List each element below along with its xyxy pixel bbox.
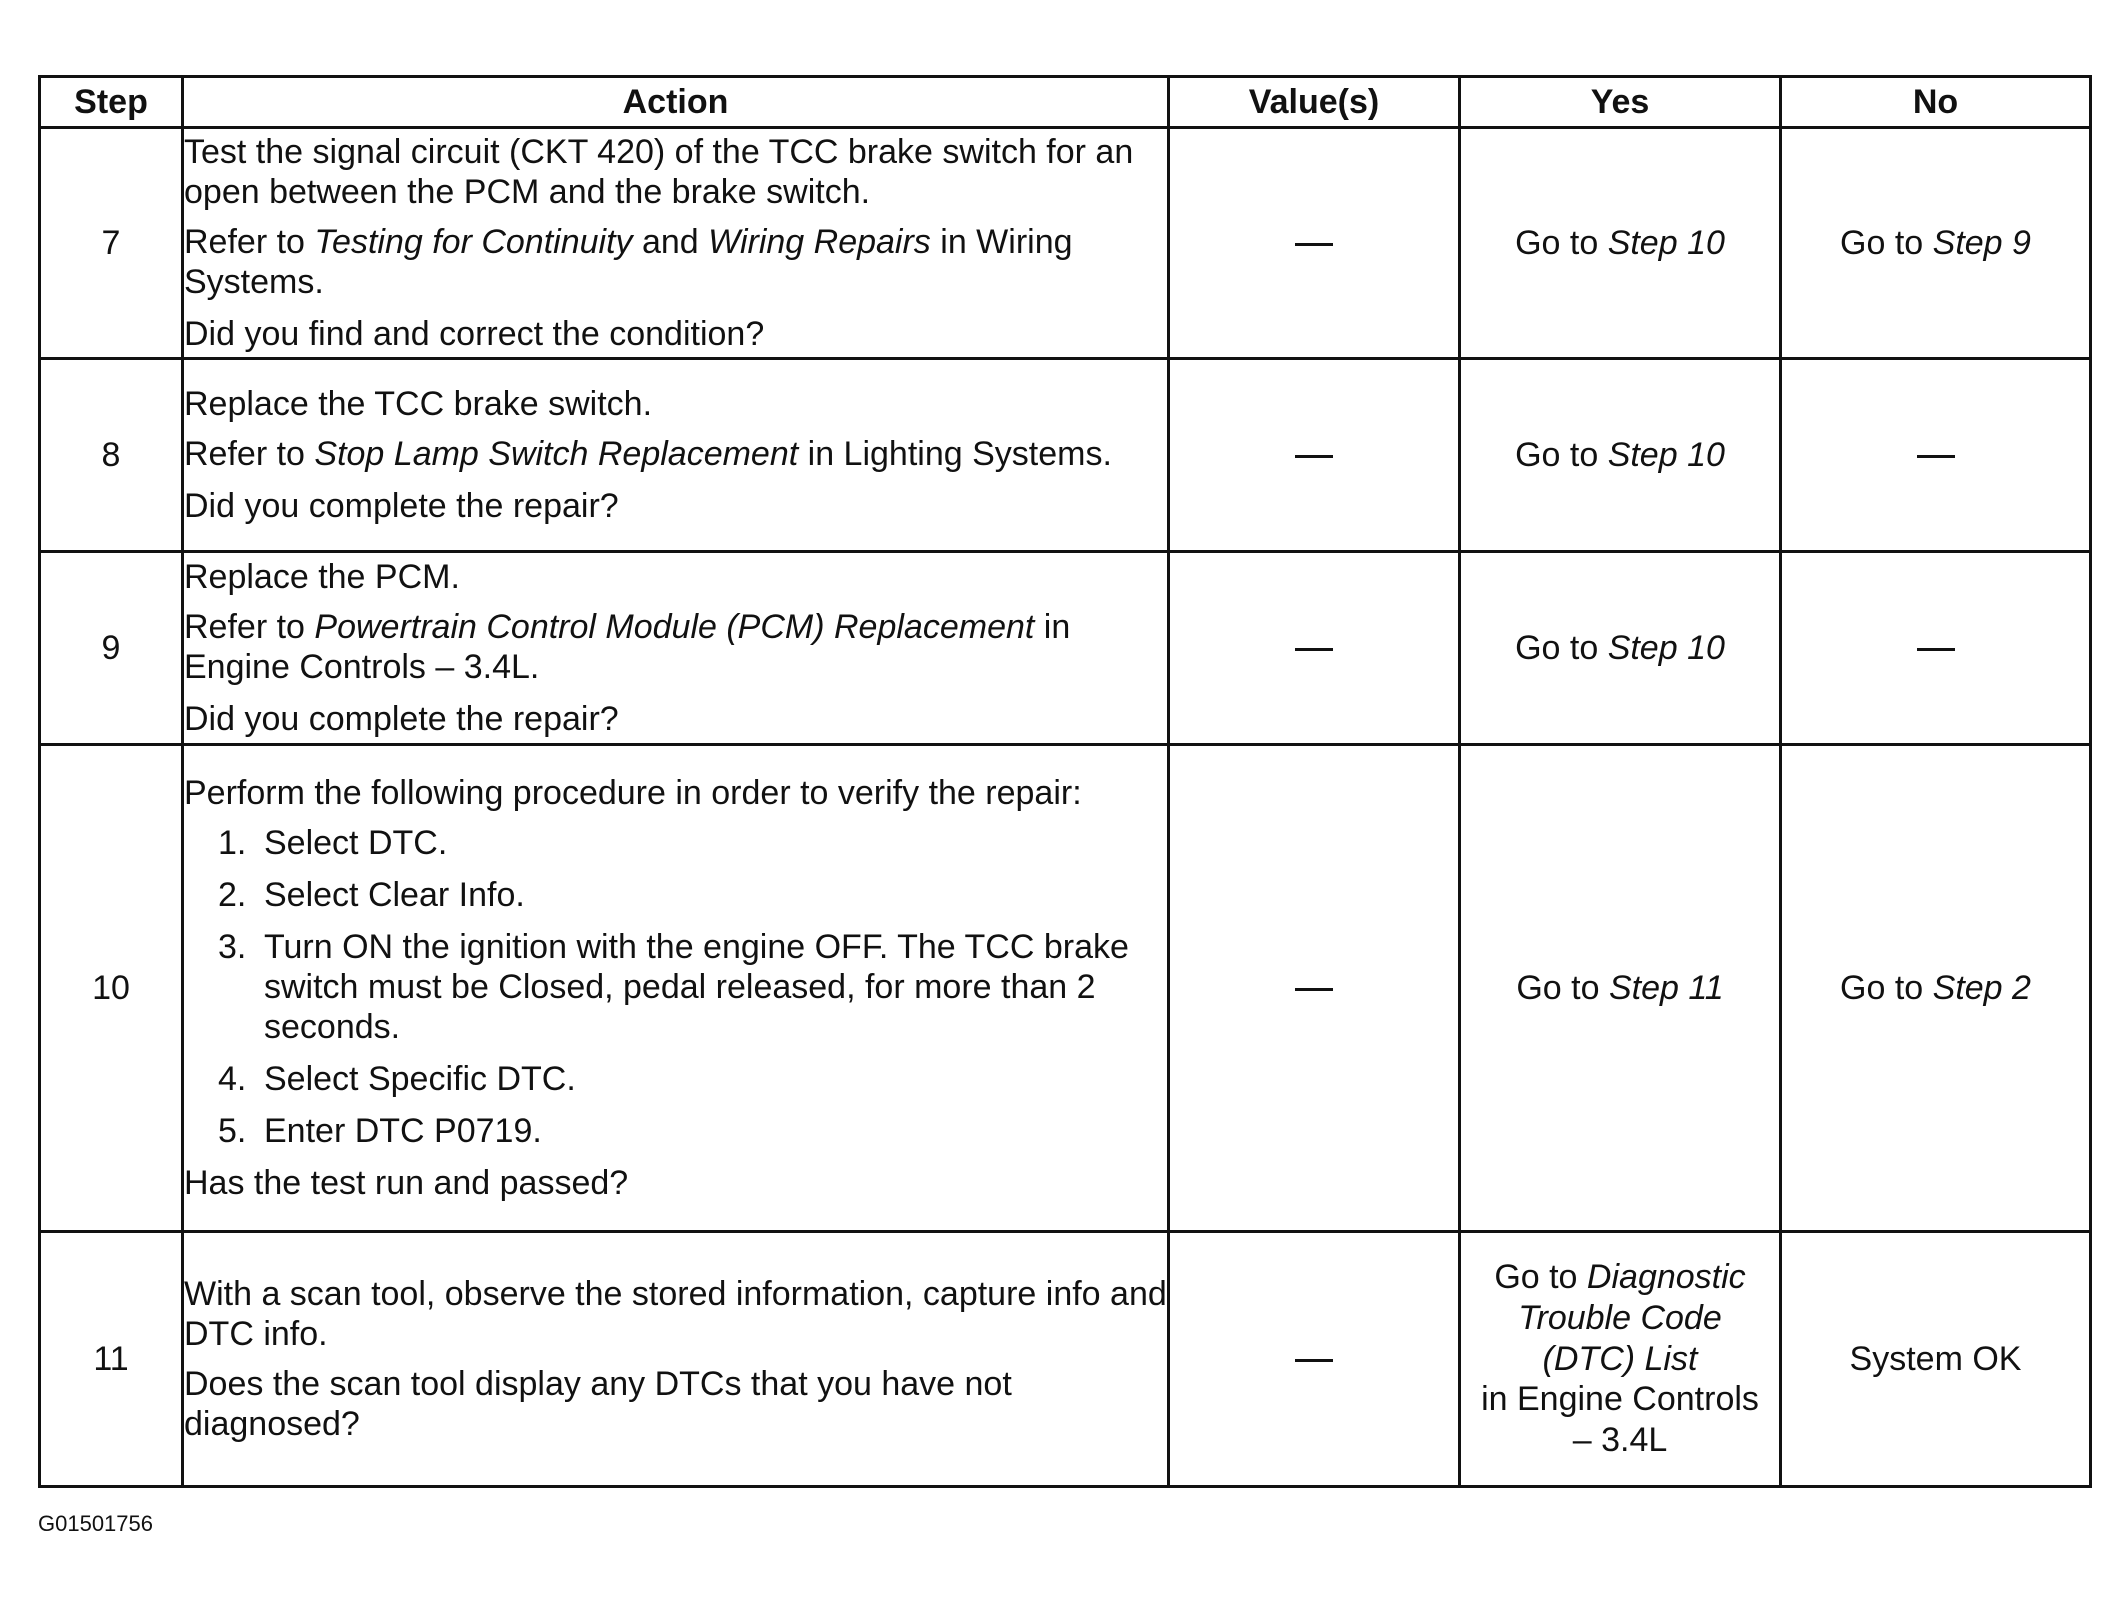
action-question: Did you find and correct the condition?	[184, 315, 765, 354]
step-number: 10	[40, 745, 183, 1232]
header-yes: Yes	[1460, 77, 1781, 128]
em-dash	[1917, 648, 1955, 651]
step-number: 8	[40, 359, 183, 552]
action-text: With a scan tool, observe the stored information, capture info and DTC info.	[184, 1274, 1167, 1353]
action-cell	[183, 359, 1169, 552]
step-number: 7	[40, 128, 183, 359]
yes-cell: Go to Step 11	[1460, 745, 1781, 1232]
reference-link: Testing for Continuity	[314, 222, 633, 261]
list-item: 4. Select Specific DTC.	[218, 1060, 576, 1099]
goto-step-reference: Step 10	[1607, 628, 1725, 667]
diagnostic-table	[38, 75, 2092, 1488]
yes-cell: Go to Step 10	[1460, 359, 1781, 552]
action-question: Does the scan tool display any DTCs that you have not diagnosed?	[184, 1365, 1012, 1444]
table-row-step-7	[40, 128, 2091, 359]
no-cell	[1781, 359, 2091, 552]
no-cell	[1781, 552, 2091, 745]
action-text: Replace the PCM.	[184, 557, 460, 596]
no-cell: System OK	[1781, 1232, 2091, 1487]
values-cell	[1169, 745, 1460, 1232]
action-reference: Refer to Stop Lamp Switch Replacement in Lighting Systems.	[184, 434, 1112, 473]
values-cell	[1169, 552, 1460, 745]
list-item: 3. Turn ON the ignition with the engine OFF. The TCC brake switch must be Closed, pedal released, for more than 2 seconds.	[218, 927, 1129, 1047]
yes-cell: Go to Diagnostic Trouble Code (DTC) List in Engine Controls – 3.4L	[1460, 1232, 1781, 1487]
step-number: 9	[40, 552, 183, 745]
table-row-step-9	[40, 552, 2091, 745]
em-dash	[1295, 648, 1333, 651]
values-cell	[1169, 359, 1460, 552]
header-action: Action	[183, 77, 1169, 128]
no-cell: Go to Step 9	[1781, 128, 2091, 359]
list-item: 2. Select Clear Info.	[218, 875, 525, 914]
action-cell	[183, 128, 1169, 359]
goto-step-reference: Step 10	[1607, 435, 1725, 474]
values-cell	[1169, 128, 1460, 359]
action-text: Perform the following procedure in order to verify the repair:	[184, 773, 1082, 812]
action-question: Did you complete the repair?	[184, 487, 619, 526]
figure-id: G01501756	[38, 1511, 153, 1536]
reference-link: Wiring Repairs	[708, 222, 931, 261]
table-row-step-11	[40, 1232, 2091, 1487]
list-item: 1. Select DTC.	[218, 823, 448, 862]
action-text: Test the signal circuit (CKT 420) of the TCC brake switch for an open between the PCM and the brake switch.	[184, 132, 1134, 211]
goto-reference: Diagnostic Trouble Code (DTC) List	[1518, 1258, 1746, 1378]
procedure-list	[184, 823, 1167, 1152]
goto-step-reference: Step 2	[1932, 968, 2031, 1007]
action-cell	[183, 745, 1169, 1232]
action-question: Has the test run and passed?	[184, 1164, 629, 1203]
em-dash	[1917, 455, 1955, 458]
action-reference: Refer to Powertrain Control Module (PCM) Replacement in Engine Controls – 3.4L.	[184, 607, 1071, 686]
values-cell	[1169, 1232, 1460, 1487]
yes-cell: Go to Step 10	[1460, 552, 1781, 745]
action-reference: Refer to Testing for Continuity and Wiring Repairs in Wiring Systems.	[184, 222, 1073, 302]
table-row-step-8	[40, 359, 2091, 552]
action-cell	[183, 1232, 1169, 1487]
header-no: No	[1781, 77, 2091, 128]
goto-step-reference: Step 9	[1932, 223, 2031, 262]
goto-step-reference: Step 11	[1608, 968, 1724, 1007]
goto-step-reference: Step 10	[1607, 223, 1725, 262]
header-step: Step	[40, 77, 183, 128]
yes-cell: Go to Step 10	[1460, 128, 1781, 359]
em-dash	[1295, 243, 1333, 246]
table-row-step-10	[40, 745, 2091, 1232]
action-cell	[183, 552, 1169, 745]
em-dash	[1295, 1359, 1333, 1362]
action-question: Did you complete the repair?	[184, 700, 619, 739]
step-number: 11	[40, 1232, 183, 1487]
no-cell: Go to Step 2	[1781, 745, 2091, 1232]
header-values: Value(s)	[1169, 77, 1460, 128]
header-row	[40, 77, 2091, 128]
em-dash	[1295, 988, 1333, 991]
em-dash	[1295, 455, 1333, 458]
list-item: 5. Enter DTC P0719.	[218, 1112, 542, 1151]
reference-link: Powertrain Control Module (PCM) Replacement	[314, 607, 1035, 646]
action-text: Replace the TCC brake switch.	[184, 384, 653, 423]
reference-link: Stop Lamp Switch Replacement	[314, 434, 799, 473]
